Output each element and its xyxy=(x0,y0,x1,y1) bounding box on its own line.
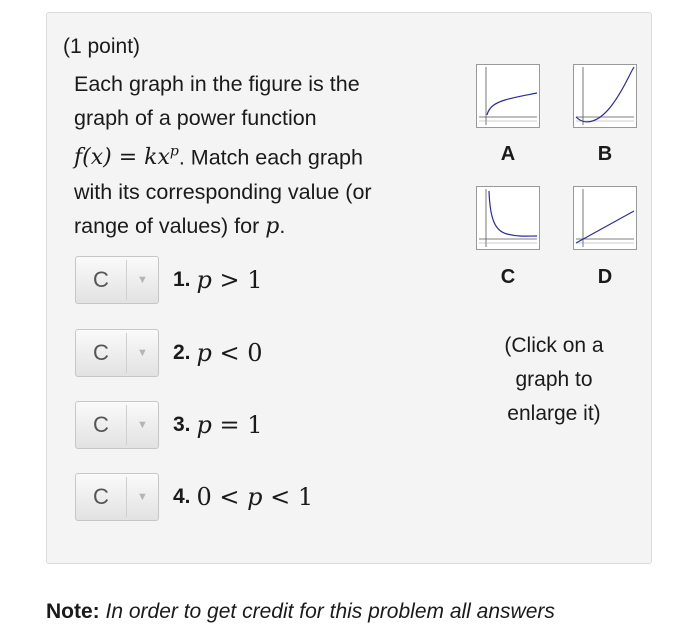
answer-condition: p < 0 xyxy=(196,339,263,367)
graph-b-label: B xyxy=(597,143,613,165)
chevron-down-icon: ▼ xyxy=(137,347,148,359)
graph-d-thumbnail[interactable] xyxy=(573,186,637,250)
answer-row-4 xyxy=(75,474,313,520)
answer-select-3[interactable] xyxy=(75,401,159,449)
answer-row-1 xyxy=(75,257,263,303)
answer-select-4[interactable] xyxy=(75,473,159,521)
graph-a-label: A xyxy=(500,143,516,165)
graph-c-thumbnail[interactable] xyxy=(476,186,540,250)
answer-select-value: C xyxy=(93,484,109,509)
enlarge-hint: (Click on a graph to enlarge it) xyxy=(504,334,604,425)
answer-select-2[interactable] xyxy=(75,329,159,377)
chevron-down-icon: ▼ xyxy=(137,274,148,286)
answer-row-2 xyxy=(75,330,263,376)
answer-condition: p > 1 xyxy=(196,266,263,294)
answer-select-value: C xyxy=(93,340,109,365)
graph-d-label: D xyxy=(597,266,613,288)
question-line-2: graph of a power function xyxy=(74,106,317,130)
question-text xyxy=(74,67,434,244)
problem-panel xyxy=(46,12,652,564)
answer-number: 4. xyxy=(173,485,191,508)
chevron-down-icon: ▼ xyxy=(137,491,148,503)
graph-a-thumbnail[interactable] xyxy=(476,64,540,128)
question-line-5: range of values) for p. xyxy=(74,214,286,240)
answer-number: 2. xyxy=(173,341,191,364)
answer-select-value: C xyxy=(93,412,109,437)
chevron-down-icon: ▼ xyxy=(137,419,148,431)
answer-number: 1. xyxy=(173,268,191,291)
graph-b-thumbnail[interactable] xyxy=(573,64,637,128)
answer-number: 3. xyxy=(173,413,191,436)
question-line-4: with its corresponding value (or xyxy=(74,180,372,205)
question-line-3: $f(x) = kx^p$. Match each graph xyxy=(74,144,363,171)
points-label: (1 point) xyxy=(63,35,141,58)
answer-row-3 xyxy=(75,402,263,448)
power-function: $f(x) = kx^p$ xyxy=(74,144,179,171)
graph-c-label: C xyxy=(500,266,516,288)
question-line-1: Each graph in the figure is the xyxy=(74,72,360,96)
answer-select-1[interactable] xyxy=(75,256,159,304)
credit-note: Note: In order to get credit for this problem all answers xyxy=(46,600,555,623)
answer-condition: 0 < p < 1 xyxy=(196,483,314,511)
answer-condition: p = 1 xyxy=(196,411,263,439)
answer-select-value: C xyxy=(93,267,109,292)
